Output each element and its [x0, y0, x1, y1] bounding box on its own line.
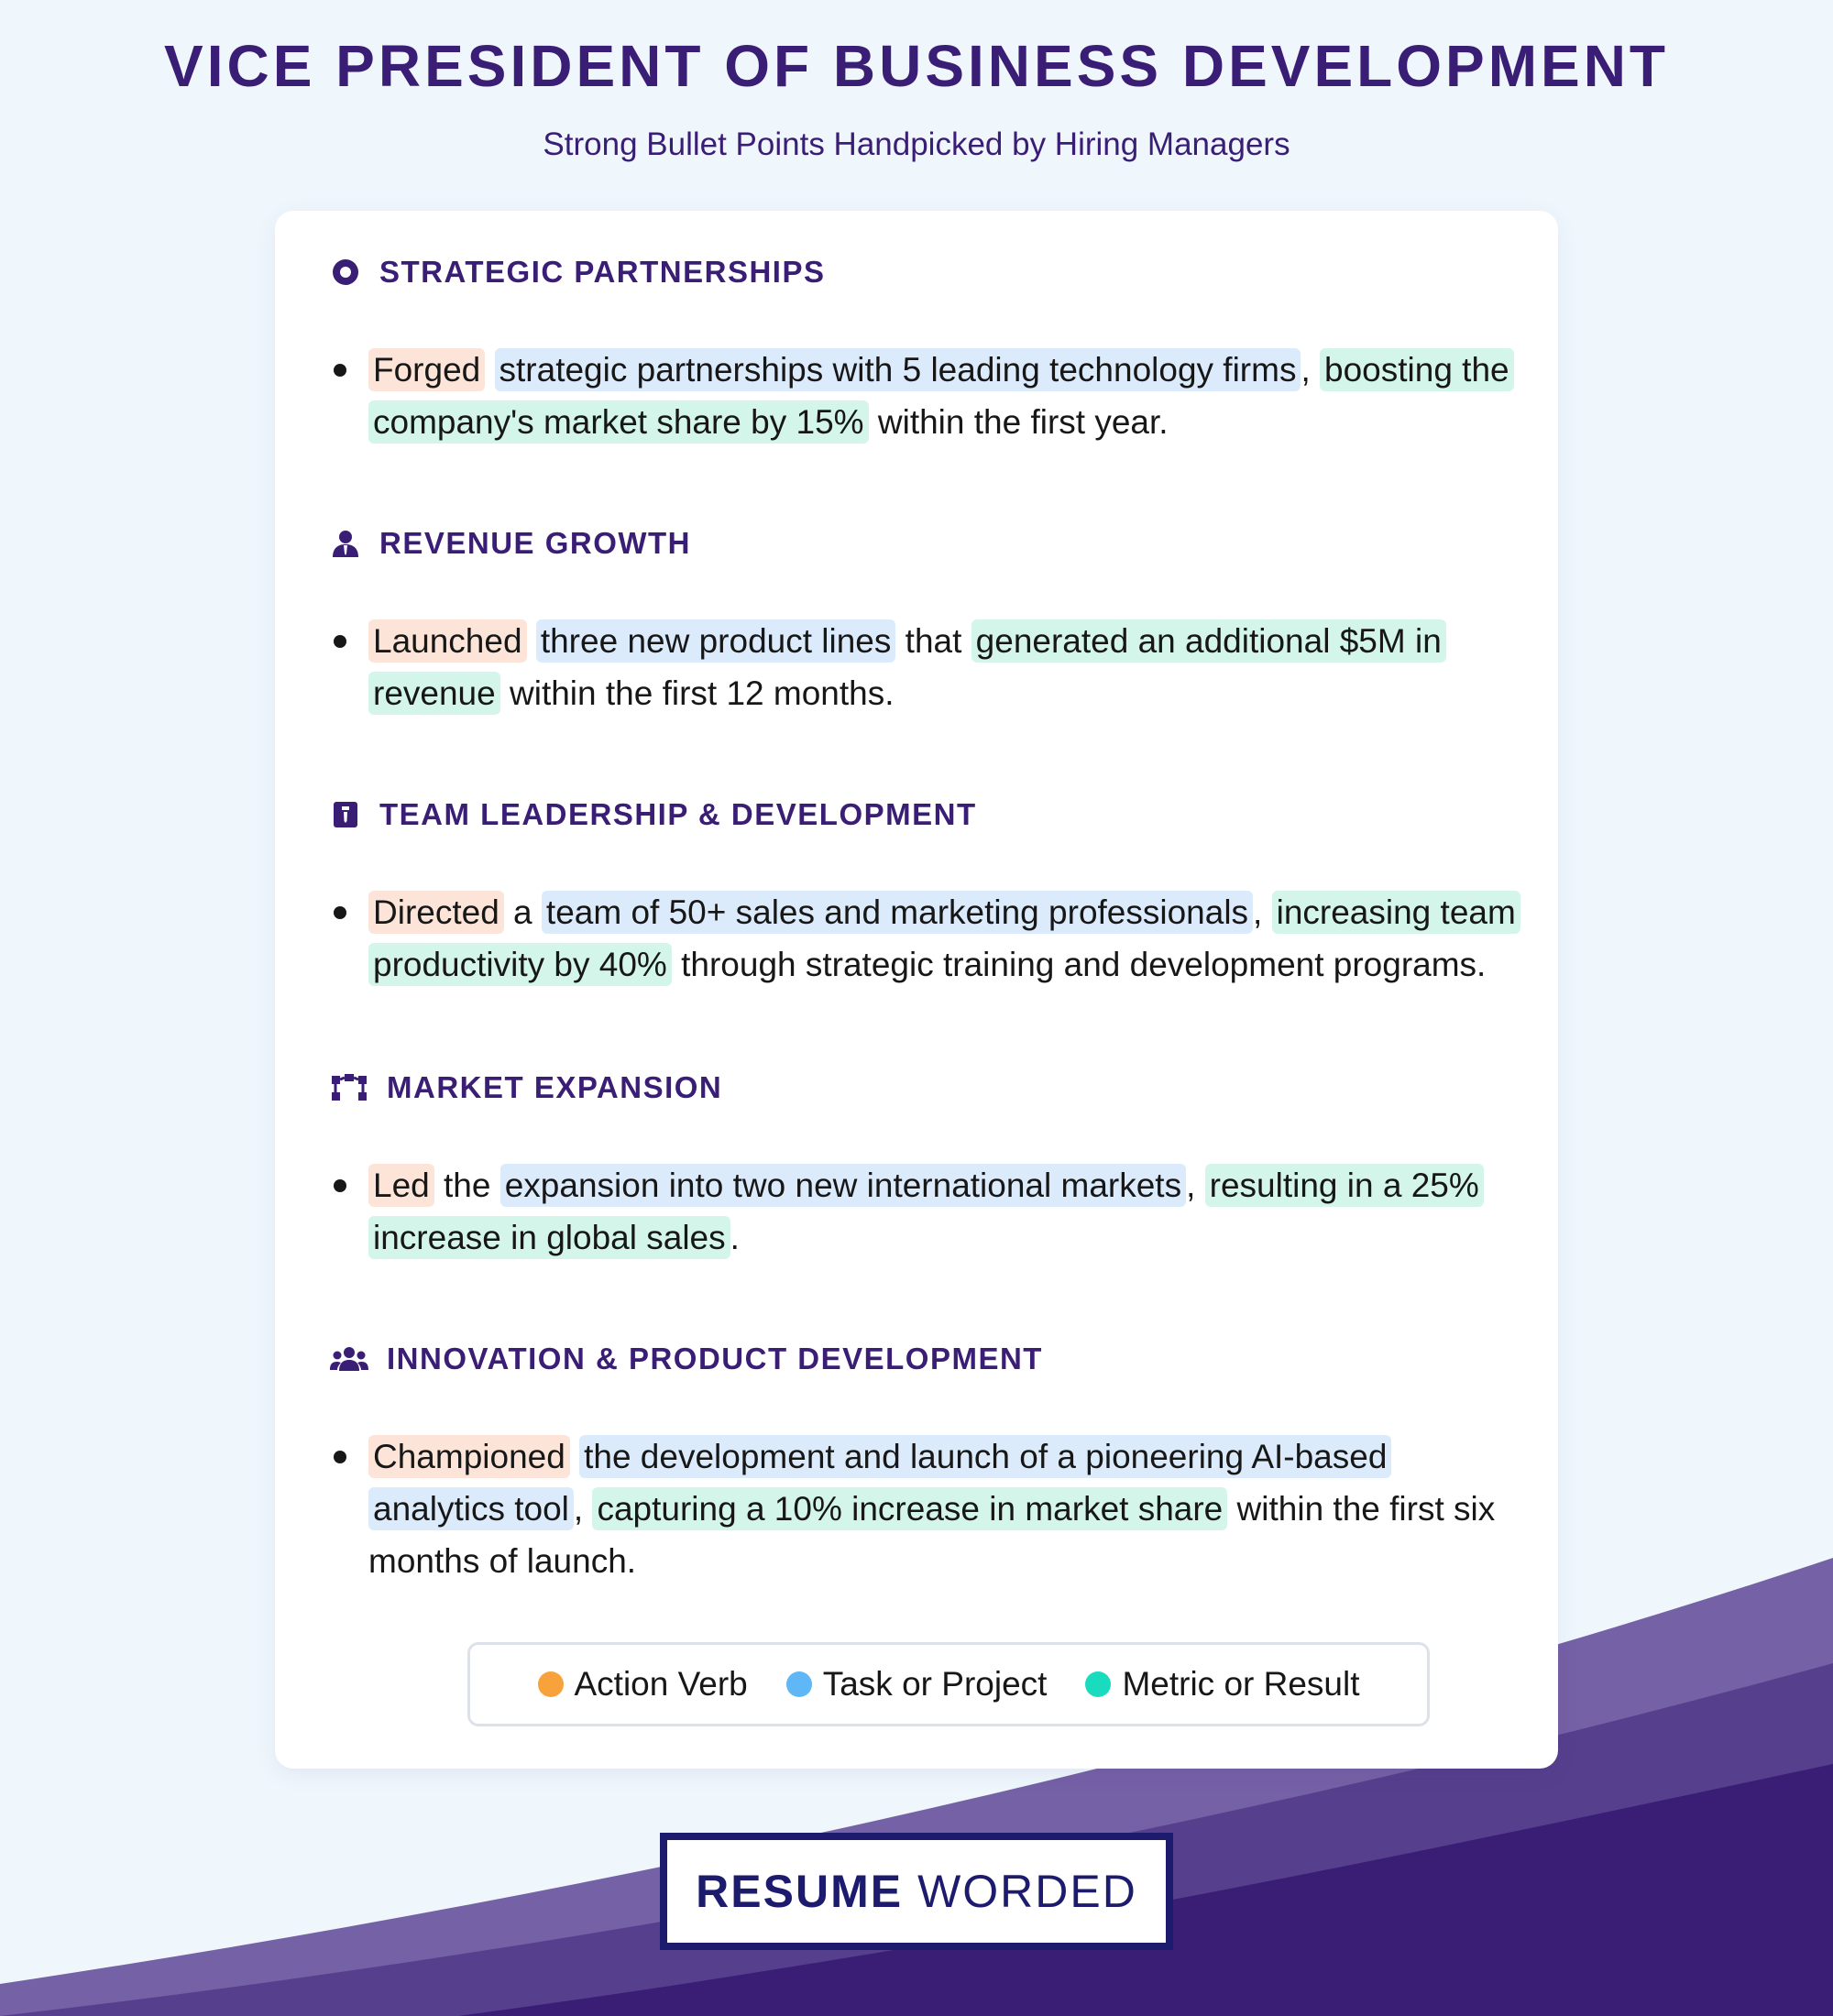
page-subtitle: Strong Bullet Points Handpicked by Hiring Managers	[543, 126, 1290, 162]
plain-text: within the first year.	[868, 403, 1169, 441]
plain-text: ,	[1253, 893, 1272, 931]
metric-or-result: resulting in a 25% increase in global sales	[368, 1164, 1484, 1259]
bullet-dot	[334, 364, 346, 377]
task-or-project: the development and launch of a pioneering AI-based analytics tool	[368, 1435, 1391, 1530]
legend-dot-teal	[1085, 1671, 1111, 1697]
plain-text: the	[434, 1167, 500, 1204]
action-verb: Directed	[368, 891, 504, 934]
bullet-text	[368, 615, 1516, 719]
plain-text: .	[730, 1219, 740, 1256]
plain-text	[527, 622, 536, 660]
section-heading	[330, 252, 825, 292]
plain-text: a	[503, 893, 542, 931]
metric-or-result: capturing a 10% increase in market share	[592, 1487, 1227, 1530]
task-or-project: team of 50+ sales and marketing professionals	[542, 891, 1253, 934]
action-verb: Championed	[368, 1435, 570, 1478]
plain-text: within the first 12 months.	[499, 674, 895, 712]
plain-text	[570, 1438, 579, 1475]
logo-light-text: WORDED	[917, 1866, 1137, 1917]
page-title: VICE PRESIDENT OF BUSINESS DEVELOPMENT	[164, 33, 1669, 99]
bullet-point	[334, 1159, 1516, 1264]
action-verb: Launched	[368, 619, 527, 663]
plain-text: ,	[1186, 1167, 1205, 1204]
bullet-points-card	[275, 211, 1558, 1769]
bullet-point	[334, 615, 1516, 719]
section-title: INNOVATION & PRODUCT DEVELOPMENT	[387, 1342, 1043, 1375]
section-heading	[330, 794, 977, 835]
action-verb: Forged	[368, 348, 485, 391]
bullet-point	[334, 1430, 1516, 1587]
bullet-dot	[334, 906, 346, 919]
section-heading	[330, 523, 691, 564]
plain-text: ,	[1301, 351, 1321, 389]
bullet-point	[334, 886, 1516, 991]
section-title: MARKET EXPANSION	[387, 1070, 723, 1104]
metric-or-result: increasing team productivity by 40%	[368, 891, 1520, 986]
legend-item-task	[786, 1665, 1048, 1704]
bullet-dot	[334, 635, 346, 648]
page-header	[0, 27, 1833, 165]
task-or-project: strategic partnerships with 5 leading technology firms	[495, 348, 1301, 391]
user-tie-icon	[330, 528, 361, 559]
legend-dot-orange	[538, 1671, 564, 1697]
bullet-dot	[334, 1179, 346, 1192]
plain-text: through strategic training and development programs.	[671, 946, 1487, 983]
plain-text: that	[895, 622, 971, 660]
target-icon	[330, 257, 361, 288]
bullet-text	[368, 1430, 1516, 1587]
legend-label: Action Verb	[574, 1665, 748, 1703]
bullet-text	[368, 344, 1516, 448]
section-title: STRATEGIC PARTNERSHIPS	[379, 255, 826, 289]
logo-strong-text: RESUME	[696, 1866, 904, 1917]
metric-or-result: boosting the company's market share by 15%	[368, 348, 1514, 444]
action-verb: Led	[368, 1164, 434, 1207]
plain-text: ,	[573, 1490, 593, 1528]
legend-item-action-verb	[538, 1665, 748, 1704]
section-title: TEAM LEADERSHIP & DEVELOPMENT	[379, 797, 977, 831]
legend-label: Metric or Result	[1122, 1665, 1360, 1703]
resume-worded-logo[interactable]	[660, 1833, 1173, 1950]
bullet-text	[368, 886, 1516, 991]
id-badge-icon	[330, 799, 361, 830]
bullet-text	[368, 1159, 1516, 1264]
legend-dot-blue	[786, 1671, 812, 1697]
section-heading	[330, 1339, 1043, 1379]
plain-text: within the first six months of launch.	[368, 1490, 1496, 1580]
legend-item-metric	[1085, 1665, 1359, 1704]
bullet-dot	[334, 1451, 346, 1463]
plain-text	[485, 351, 494, 389]
task-or-project: expansion into two new international markets	[500, 1164, 1186, 1207]
network-icon	[330, 1072, 368, 1103]
metric-or-result: generated an additional $5M in revenue	[368, 619, 1446, 715]
section-title: REVENUE GROWTH	[379, 526, 692, 560]
legend-label: Task or Project	[822, 1665, 1048, 1703]
highlight-legend	[467, 1642, 1430, 1726]
section-heading	[330, 1068, 722, 1108]
users-icon	[330, 1343, 368, 1375]
bullet-point	[334, 344, 1516, 448]
task-or-project: three new product lines	[536, 619, 896, 663]
